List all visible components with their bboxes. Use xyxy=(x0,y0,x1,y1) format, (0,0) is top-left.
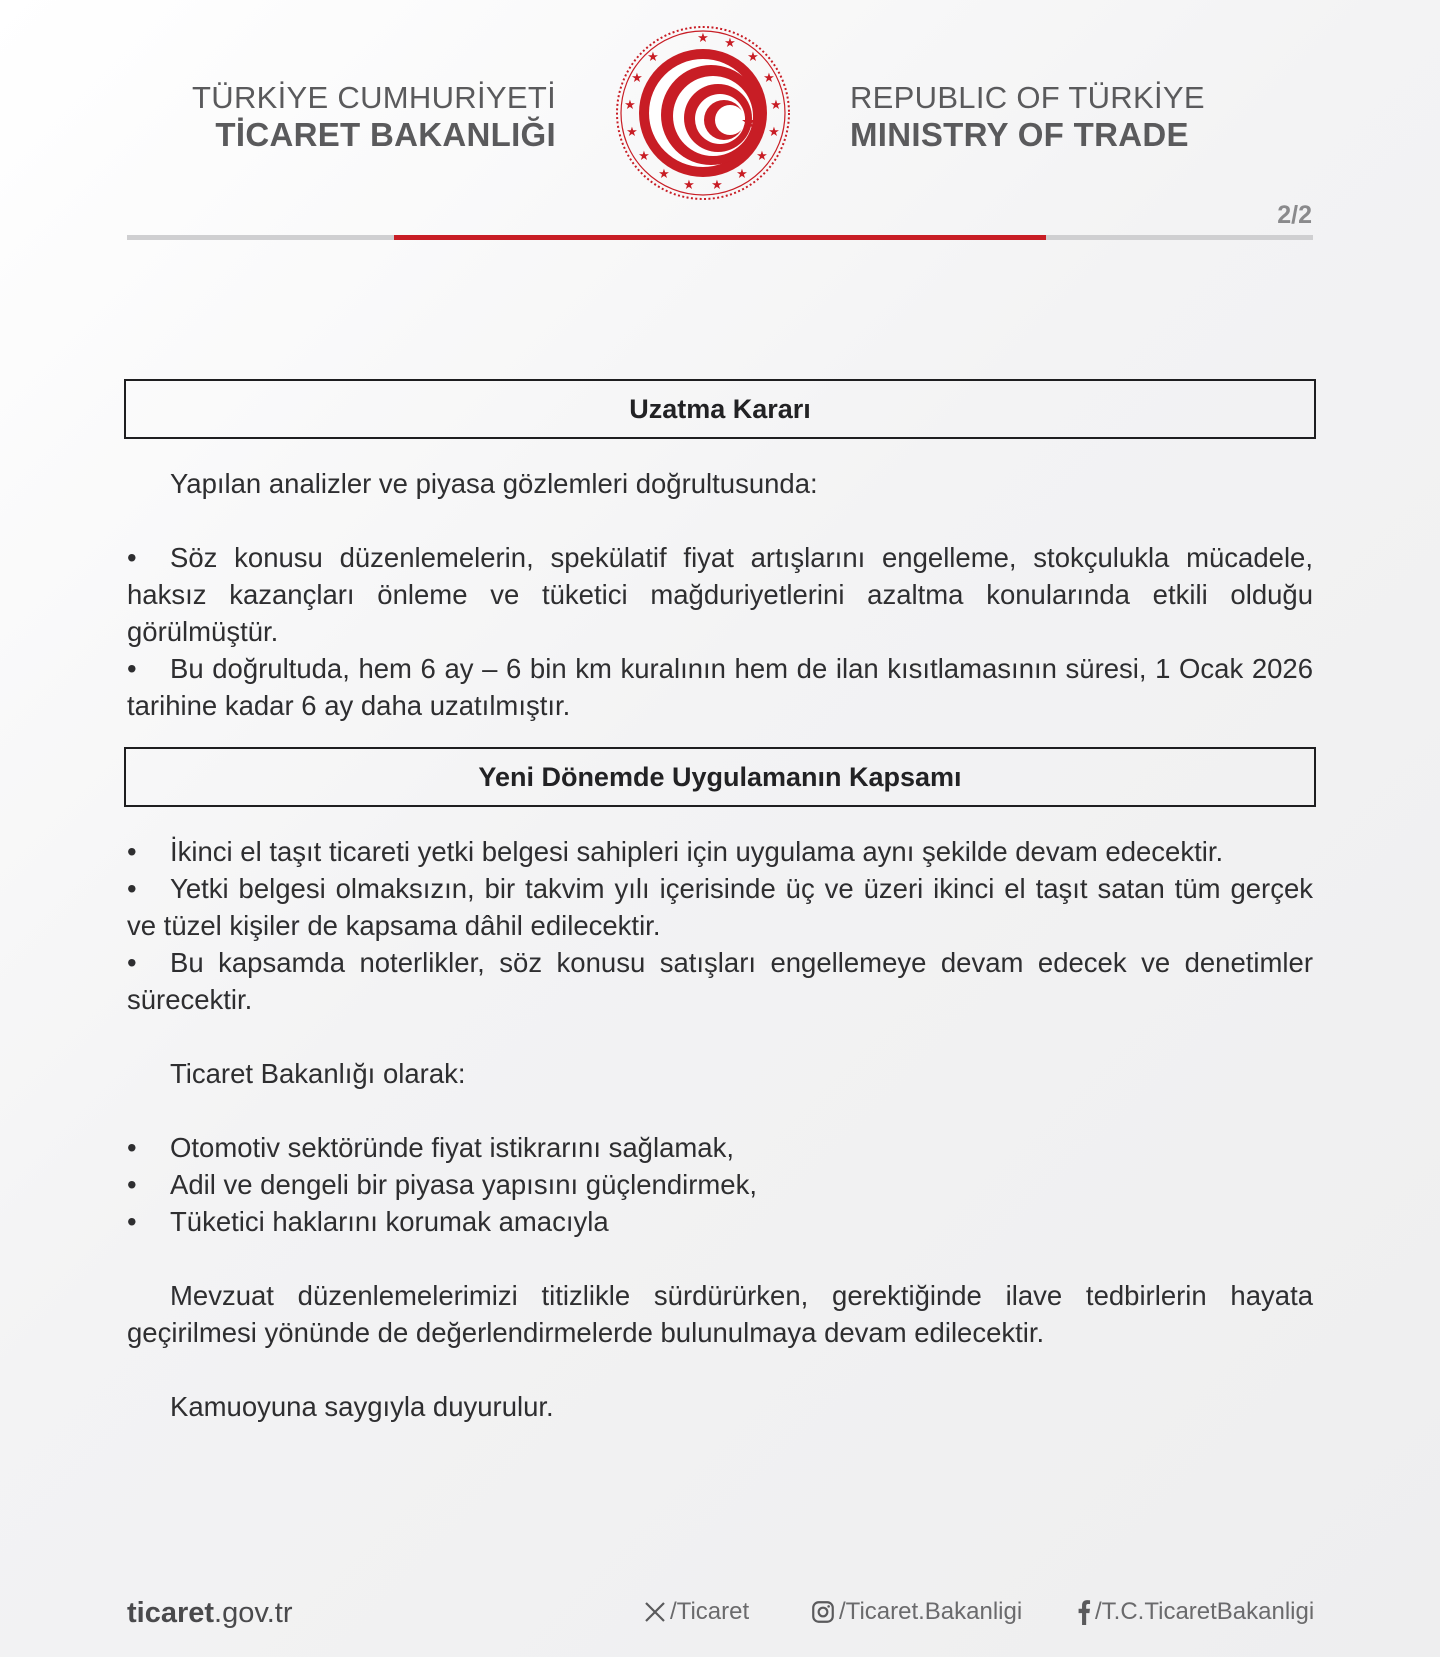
list-item-text: Bu kapsamda noterlikler, söz konusu satışları engellemeye devam edecek ve denetimler sürecektir. xyxy=(127,947,1313,1015)
svg-text:★: ★ xyxy=(631,71,643,86)
instagram-link[interactable] xyxy=(810,1598,1022,1626)
svg-text:★: ★ xyxy=(724,36,736,51)
list-item xyxy=(127,1203,1313,1240)
header-divider-accent xyxy=(394,235,1046,240)
x-handle: /Ticaret xyxy=(670,1598,750,1625)
header-right-line1: REPUBLIC OF TÜRKİYE xyxy=(850,80,1205,115)
svg-text:★: ★ xyxy=(747,50,759,65)
list-item xyxy=(127,1166,1313,1203)
svg-text:★: ★ xyxy=(683,178,695,193)
list-item xyxy=(127,944,1313,1018)
svg-text:★: ★ xyxy=(770,98,782,113)
header-right-line2: MINISTRY OF TRADE xyxy=(850,116,1189,153)
facebook-handle: /T.C.TicaretBakanligi xyxy=(1095,1598,1315,1625)
svg-text:★: ★ xyxy=(740,112,758,133)
bullet-dot: • xyxy=(127,653,137,684)
list-item-text: Adil ve dengeli bir piyasa yapısını güçlendirmek, xyxy=(170,1169,757,1200)
list-item xyxy=(127,870,1313,944)
bullet-dot: • xyxy=(127,1206,137,1237)
closing-paragraph: Mevzuat düzenlemelerimizi titizlikle sürdürürken, gerektiğinde ilave tedbirlerin hayata geçirilmesi yönünde de değerlendirmelerde bulunulmaya devam edilecektir. xyxy=(127,1280,1313,1348)
svg-text:★: ★ xyxy=(624,98,636,113)
header-left-line1: TÜRKİYE CUMHURİYETİ xyxy=(192,80,556,115)
bullet-dot: • xyxy=(127,1169,137,1200)
section2-body xyxy=(127,833,1313,1425)
svg-text:★: ★ xyxy=(638,149,650,164)
list-item xyxy=(127,650,1313,724)
list-item xyxy=(127,1129,1313,1166)
x-link[interactable] xyxy=(643,1598,749,1626)
header-right xyxy=(850,80,1270,154)
list-item xyxy=(127,539,1313,650)
header-left-line2: TİCARET BAKANLIĞI xyxy=(215,116,556,153)
website-link[interactable] xyxy=(127,1597,292,1630)
list-item-text: İkinci el taşıt ticareti yetki belgesi sahipleri için uygulama aynı şekilde devam edecektir. xyxy=(170,836,1224,867)
section-title-extension: Uzatma Kararı xyxy=(124,379,1316,439)
list-item-text: Yetki belgesi olmaksızın, bir takvim yılı içerisinde üç ve üzeri ikinci el taşıt satan tüm gerçek ve tüzel kişiler de kapsama dâhil edilecektir. xyxy=(127,873,1313,941)
section1-intro: Yapılan analizler ve piyasa gözlemleri doğrultusunda: xyxy=(170,468,818,499)
instagram-icon xyxy=(810,1599,836,1625)
page-number: 2/2 xyxy=(1277,201,1312,229)
header-left xyxy=(130,80,556,154)
ministry-intro: Ticaret Bakanlığı olarak: xyxy=(170,1058,466,1089)
facebook-icon xyxy=(1076,1599,1092,1625)
list-item-text: Otomotiv sektöründe fiyat istikrarını sağlamak, xyxy=(170,1132,734,1163)
bullet-dot: • xyxy=(127,947,137,978)
bullet-dot: • xyxy=(127,836,137,867)
svg-text:★: ★ xyxy=(756,149,768,164)
section-title-scope: Yeni Dönemde Uygulamanın Kapsamı xyxy=(124,747,1316,807)
x-icon xyxy=(643,1600,667,1624)
signoff: Kamuoyuna saygıyla duyurulur. xyxy=(170,1391,554,1422)
bullet-dot: • xyxy=(127,542,137,573)
facebook-link[interactable] xyxy=(1076,1598,1314,1626)
section1-body xyxy=(127,465,1313,724)
instagram-handle: /Ticaret.Bakanligi xyxy=(839,1598,1023,1625)
list-item xyxy=(127,833,1313,870)
svg-text:★: ★ xyxy=(658,167,670,182)
website-link-bold: ticaret xyxy=(127,1597,215,1629)
svg-text:★: ★ xyxy=(697,31,709,46)
list-item-text: Söz konusu düzenlemelerin, spekülatif fiyat artışlarını engelleme, stokçulukla mücadele, haksız kazançları önleme ve tüketici mağduriyetlerini azaltma konularında etkili olduğu görülmüştür. xyxy=(127,542,1313,647)
bullet-dot: • xyxy=(127,1132,137,1163)
website-link-rest: .gov.tr xyxy=(214,1597,293,1629)
svg-text:★: ★ xyxy=(647,50,659,65)
bullet-dot: • xyxy=(127,873,137,904)
list-item-text: Bu doğrultuda, hem 6 ay – 6 bin km kuralının hem de ilan kısıtlamasının süresi, 1 Ocak 2026 tarihine kadar 6 ay daha uzatılmıştır. xyxy=(127,653,1313,721)
svg-text:★: ★ xyxy=(626,125,638,140)
svg-text:★: ★ xyxy=(711,178,723,193)
svg-text:★: ★ xyxy=(768,125,780,140)
svg-text:★: ★ xyxy=(763,71,775,86)
ministry-seal-logo xyxy=(614,24,792,202)
list-item-text: Tüketici haklarını korumak amacıyla xyxy=(170,1206,609,1237)
svg-text:★: ★ xyxy=(736,167,748,182)
